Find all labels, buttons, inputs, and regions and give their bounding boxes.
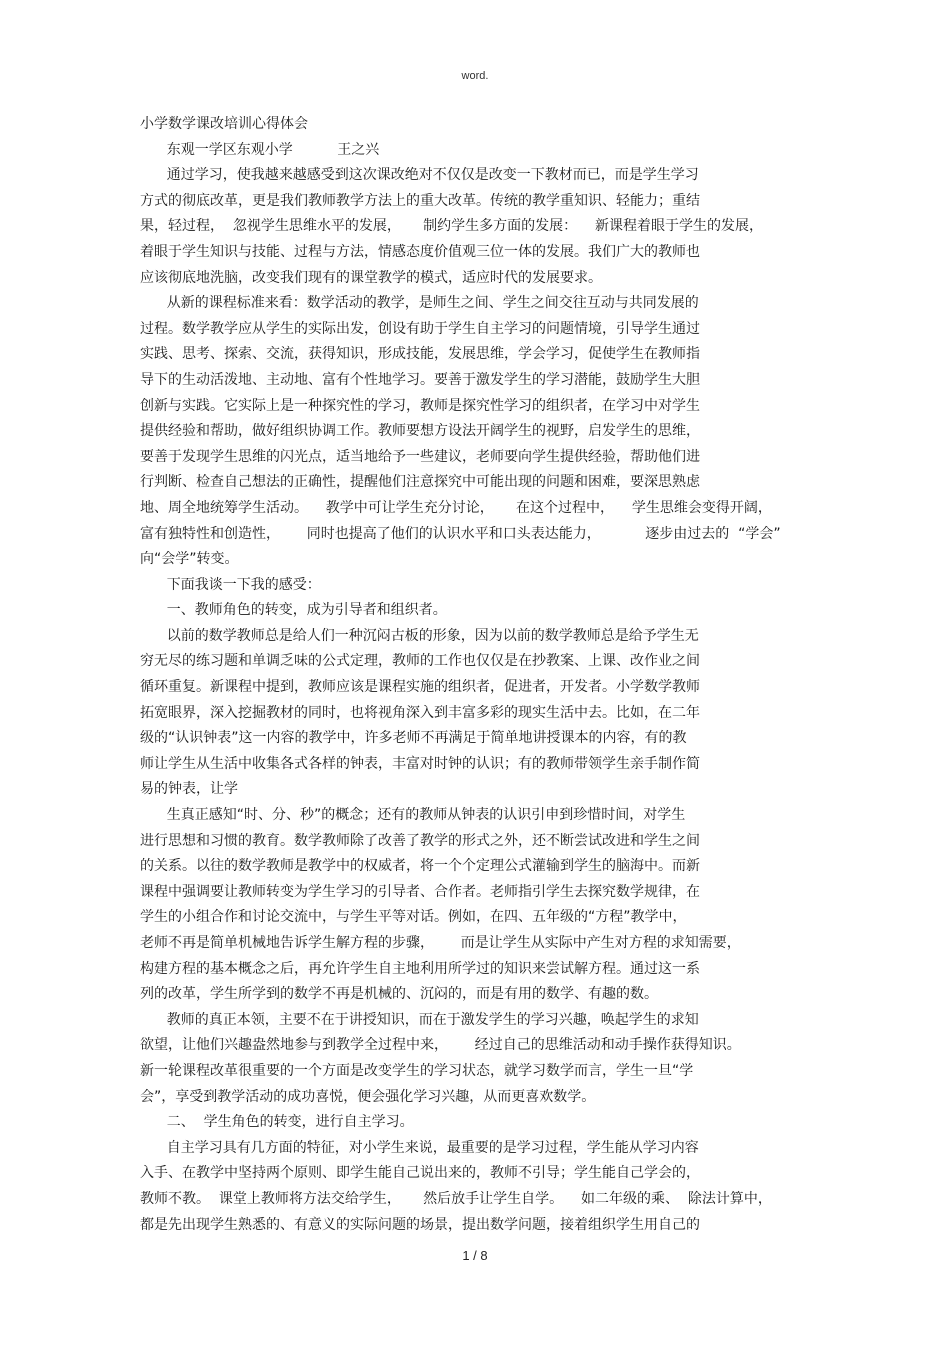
text-line: 创新与实践。它实际上是一种探究性的学习，教师是探究性学习的组织者，在学习中对学生 (140, 397, 700, 414)
text-line: 师让学生从生活中收集各式各样的钟表，丰富对时钟的认识；有的教师带领学生亲手制作简 (140, 755, 700, 772)
text-line: 通过学习，使我越来越感受到这次课改绝对不仅仅是改变一下教材而已，而是学生学习 (140, 167, 699, 184)
document-body (140, 112, 820, 1238)
text-line: 小学数学课改培训心得体会 (140, 116, 308, 132)
text-line: 行判断、检查自己想法的正确性，提醒他们注意探究中可能出现的问题和困难，要深思熟虑 (140, 474, 700, 491)
page-number: 1 / 8 (462, 1248, 488, 1263)
text-line: 学生的小组合作和讨论交流中，与学生平等对话。例如，在四、五年级的“方程”教学中， (140, 909, 687, 926)
text-line: 级的“认识钟表”这一内容的教学中，许多老师不再满足于简单地讲授课本的内容，有的教 (140, 730, 687, 747)
text-line: 新一轮课程改革很重要的一个方面是改变学生的学习状态，就学习数学而言，学生一旦“学 (140, 1062, 694, 1079)
text-line: 进行思想和习惯的教育。数学教师除了改善了教学的形式之外，还不断尝试改进和学生之间 (140, 832, 700, 849)
text-line: 方式的彻底改革，更是我们教师教学方法上的重大改革。传统的教学重知识、轻能力；重结 (140, 192, 700, 209)
text-line: 教师不教。 课堂上教师将方法交给学生， 然后放手让学生自学。 如二年级的乘、 除法计算中， (140, 1190, 772, 1207)
text-line: 二、 学生角色的转变，进行自主学习。 (140, 1114, 414, 1131)
text-line: 地、周全地统筹学生活动。 教学中可让学生充分讨论， 在这个过程中， 学生思维会变得开阔， (140, 499, 772, 516)
text-line: 的关系。以往的数学教师是教学中的权威者，将一个个定理公式灌输到学生的脑海中。而新 (140, 858, 700, 875)
text-line: 拓宽眼界，深入挖掘教材的同时，也将视角深入到丰富多彩的现实生活中去。比如，在二年 (140, 704, 700, 721)
text-line: 东观一学区东观小学 王之兴 (140, 141, 380, 158)
text-line: 循环重复。新课程中提到，教师应该是课程实施的组织者，促进者，开发者。小学数学教师 (140, 679, 700, 696)
text-line: 教师的真正本领，主要不在于讲授知识，而在于激发学生的学习兴趣，唤起学生的求知 (140, 1011, 699, 1028)
text-line: 从新的课程标准来看：数学活动的教学，是师生之间、学生之间交往互动与共同发展的 (140, 295, 699, 312)
text-line: 会”，享受到教学活动的成功喜悦，便会强化学习兴趣，从而更喜欢数学。 (140, 1088, 596, 1105)
page-header: word. (461, 70, 489, 82)
text-line: 导下的生动活泼地、主动地、富有个性地学习。要善于激发学生的学习潜能，鼓励学生大胆 (140, 371, 700, 388)
text-line: 穷无尽的练习题和单调乏味的公式定理，教师的工作也仅仅是在抄教案、上课、改作业之间 (140, 653, 700, 670)
text-line: 实践、思考、探索、交流，获得知识，形成技能，发展思维，学会学习，促使学生在教师指 (140, 346, 700, 363)
text-line: 自主学习具有几方面的特征，对小学生来说，最重要的是学习过程，学生能从学习内容 (140, 1139, 699, 1156)
text-line: 课程中强调要让教师转变为学生学习的引导者、合作者。老师指引学生去探究数学规律，在 (140, 883, 700, 900)
text-line: 生真正感知“时、分、秒”的概念；还有的教师从钟表的认识引申到珍惜时间，对学生 (140, 807, 686, 824)
text-line: 应该彻底地洗脑，改变我们现有的课堂教学的模式，适应时代的发展要求。 (140, 269, 602, 286)
text-line: 着眼于学生知识与技能、过程与方法，情感态度价值观三位一体的发展。我们广大的教师也 (140, 243, 700, 260)
text-line: 以前的数学教师总是给人们一种沉闷古板的形象，因为以前的数学教师总是给予学生无 (140, 627, 699, 644)
text-line: 欲望，让他们兴趣盎然地参与到教学全过程中来， 经过自己的思维活动和动手操作获得知识。 (140, 1037, 741, 1054)
text-line: 入手、在教学中坚持两个原则、即学生能自己说出来的，教师不引导；学生能自己学会的， (140, 1165, 700, 1182)
text-line: 富有独特性和创造性， 同时也提高了他们的认识水平和口头表达能力， 逐步由过去的 “学会” (140, 525, 781, 542)
text-line: 提供经验和帮助，做好组织协调工作。教师要想方设法开阔学生的视野，启发学生的思维， (140, 423, 700, 440)
text-line: 列的改革，学生所学到的数学不再是机械的、沉闷的，而是有用的数学、有趣的数。 (140, 986, 658, 1003)
text-line: 老师不再是简单机械地告诉学生解方程的步骤， 而是让学生从实际中产生对方程的求知需要， (140, 935, 741, 951)
text-line: 下面我谈一下我的感受： (140, 576, 321, 593)
text-line: 易的钟表，让学 (140, 781, 238, 798)
text-line: 一、教师角色的转变，成为引导者和组织者。 (140, 602, 447, 619)
text-line: 过程。数学教学应从学生的实际出发，创设有助于学生自主学习的问题情境，引导学生通过 (140, 320, 700, 337)
text-line: 都是先出现学生熟悉的、有意义的实际问题的场景，提出数学问题，接着组织学生用自己的 (140, 1216, 700, 1233)
text-line: 要善于发现学生思维的闪光点，适当地给予一些建议，老师要向学生提供经验，帮助他们进 (140, 448, 700, 465)
text-line: 果，轻过程， 忽视学生思维水平的发展， 制约学生多方面的发展： 新课程着眼于学生的发展， (140, 218, 763, 235)
text-line: 向“会学”转变。 (140, 551, 239, 568)
text-line: 构建方程的基本概念之后，再允许学生自主地利用所学过的知识来尝试解方程。通过这一系 (140, 960, 700, 977)
